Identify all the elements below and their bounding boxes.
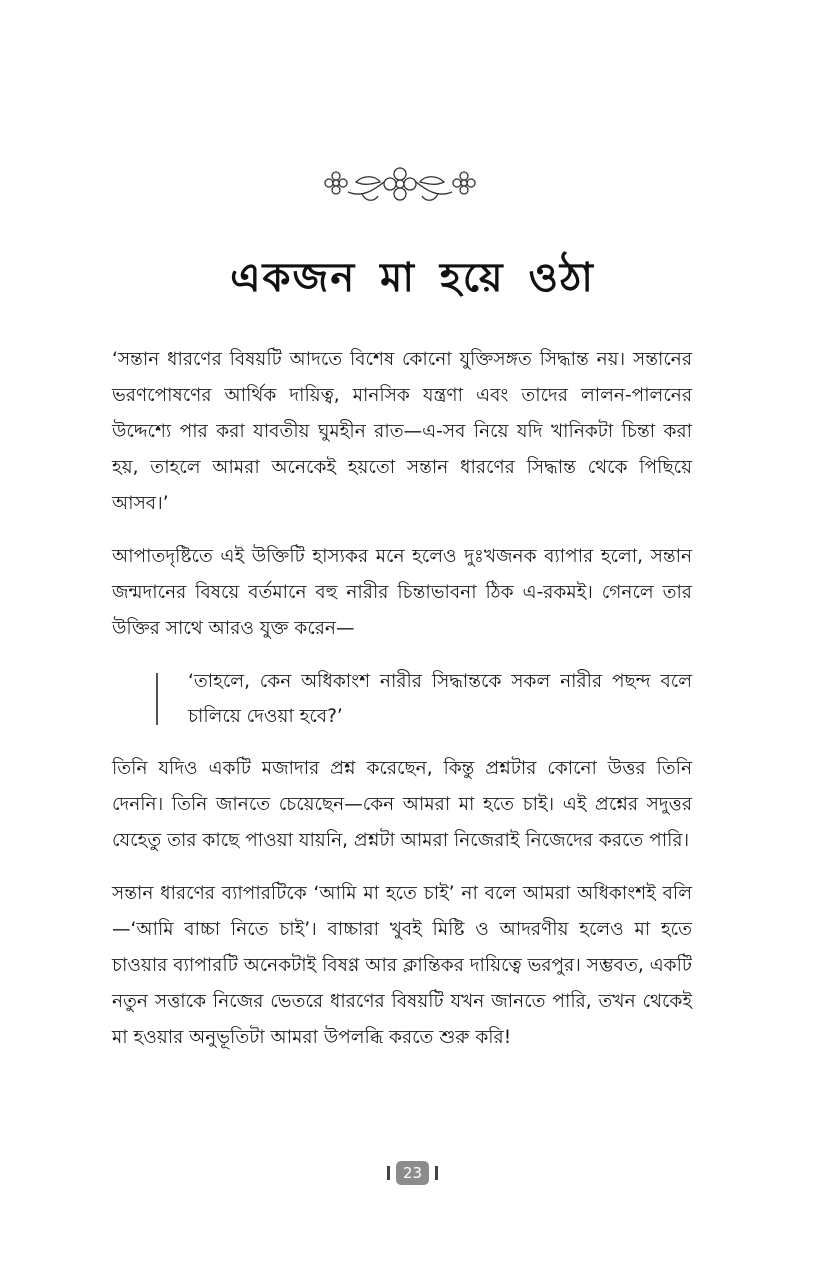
paragraph: ‘সন্তান ধারণের বিষয়টি আদতে বিশেষ কোনো যুক্তিসঙ্গত সিদ্ধান্ত নয়। সন্তানের ভরণপোষণের আর্থিক দায়িত্ব, মানসিক যন্ত্রণা এবং তাদের লালন-পালনের উদ্দেশ্যে পার করা যাবতীয় ঘুমহীন রাত—এ-সব নিয়ে যদি খানিকটা চিন্তা করা হয়, তাহলে আমরা অনেকেই হয়তো সন্তান ধারণের সিদ্ধান্ত থেকে পিছিয়ে আসব।’	[112, 349, 692, 514]
paragraph: আপাতদৃষ্টিতে এই উক্তিটি হাস্যকর মনে হলেও দুঃখজনক ব্যাপার হলো, সন্তান জন্মদানের বিষয়ে বর্তমানে বহু নারীর চিন্তাভাবনা ঠিক এ-রকমই। গেনলে তার উক্তির সাথে আরও যুক্ত করেন—	[112, 546, 692, 639]
chapter-title: একজন মা হয়ে ওঠা	[230, 255, 595, 301]
floral-ornament-icon	[322, 162, 478, 208]
block-quote	[112, 664, 692, 734]
quote-bar	[156, 673, 158, 725]
page-number-left-tick	[387, 1166, 390, 1180]
chapter-body	[112, 342, 692, 1073]
paragraph: তিনি যদিও একটি মজাদার প্রশ্ন করেছেন, কিন্তু প্রশ্নটার কোনো উত্তর তিনি দেননি। তিনি জানতে চেয়েছেন—কেন আমরা মা হতে চাই। এই প্রশ্নের সদুত্তর যেহেতু তার কাছে পাওয়া যায়নি, প্রশ্নটা আমরা নিজেরাই নিজেদের করতে পারি।	[112, 758, 692, 851]
page-number-right-tick	[435, 1166, 438, 1180]
paragraph: সন্তান ধারণের ব্যাপারটিকে ‘আমি মা হতে চাই’ না বলে আমরা অধিকাংশই বলি—‘আমি বাচ্চা নিতে চাই’। বাচ্চারা খুবই মিষ্টি ও আদরণীয় হলেও মা হতে চাওয়ার ব্যাপারটি অনেকটাই বিষণ্ণ আর ক্লান্তিকর দায়িত্বে ভরপুর। সম্ভবত, একটি নতুন সত্তাকে নিজের ভেতরে ধারণের বিষয়টি যখন জানতে পারি, তখন থেকেই মা হওয়ার অনুভূতিটা আমরা উপলব্ধি করতে শুরু করি!	[112, 883, 692, 1048]
page-number: 23	[396, 1161, 429, 1185]
page-footer	[0, 1161, 825, 1185]
block-quote-text: ‘তাহলে, কেন অধিকাংশ নারীর সিদ্ধান্তকে সকল নারীর পছন্দ বলে চালিয়ে দেওয়া হবে?’	[188, 671, 692, 727]
